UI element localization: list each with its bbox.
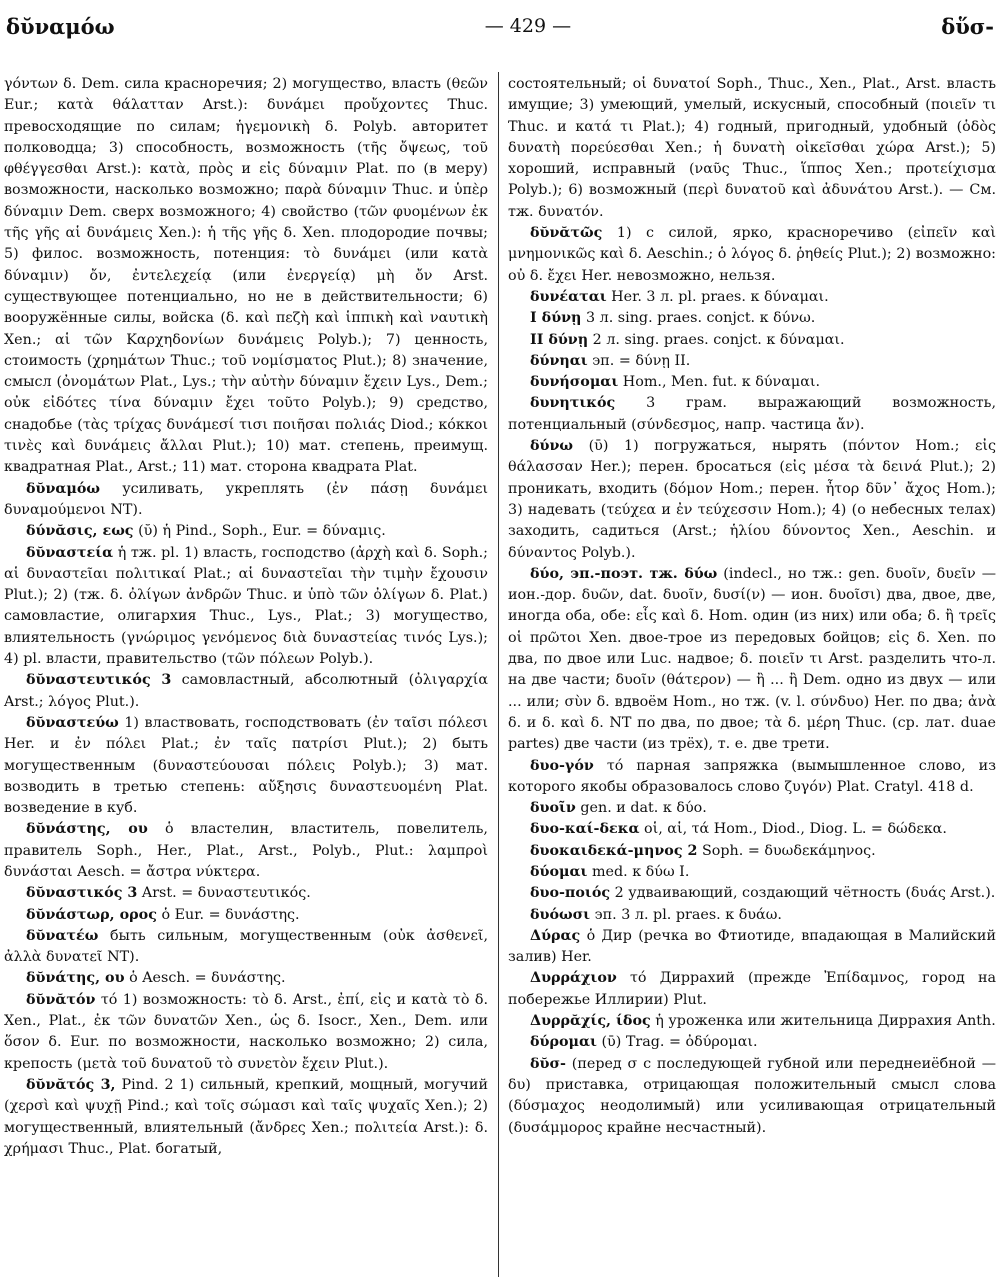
entry-headword: δῠσ- <box>530 1055 566 1072</box>
entry-definition: οἱ, αἱ, τά Hom., Diod., Diog. L. = δώδεκα. <box>644 821 947 838</box>
entry-definition: усиливать, укреплять (ἐν πάσῃ δυνάμει δυναμούμενοι NT). <box>4 480 488 518</box>
entry-headword: I δύνῃ <box>530 310 582 327</box>
entry-definition: τό Диррахий (прежде Ἐπίδαμνος, город на побережье Иллирии) Plut. <box>508 970 996 1008</box>
dictionary-entry <box>4 1075 488 1160</box>
dictionary-entry <box>508 1054 996 1139</box>
entry-definition: Her. 3 л. pl. praes. к δύναμαι. <box>611 288 829 305</box>
entry-definition: самовластный, абсолютный (ὀλιγαρχία Arst.; λόγος Plut.). <box>4 672 488 710</box>
entry-definition: τό парная запряжка (вымышленное слово, из которого якобы образовалось слово ζυγόν) Plat. Cratyl. 418 d. <box>508 757 997 795</box>
entry-headword: δύνω <box>530 438 573 455</box>
entry-definition: (indecl., но тж.: gen. δυοῖν, δυεῖν — ион.-дор. δυῶν, dat. δυοῖν, δυσί(ν) — ион. δυοῖσι) два, двое, две, иногда оба, обе: εἷς καὶ δ. Hom. один (из них) или оба; δ. ἢ τρεῖς οἱ πρῶτοι Xen. двое-трое из передовых бойцов; εἰς δ. Xen. по два, по двое или Luc. надвое; δ. ποιεῖν τι Arst. разделить что-л. на две части; δυοῖν (θάτερον) — ἢ ... ἢ Dem. одно из двух — или ... или; σὺν δ. вдвоём Hom., но тж. (v. l. σύνδυο) Her. по два; ἀνὰ δ. и δ. καὶ δ. NT по два, по двое; τὰ δ. μέρη Thuc. (ср. лат. duae partes) две части (из трёх), т. е. две трети. <box>508 565 996 753</box>
dictionary-entry <box>508 287 996 308</box>
entry-definition: эп. 3 л. pl. praes. к δυάω. <box>594 906 782 923</box>
dictionary-entry <box>4 990 488 1075</box>
dictionary-entry <box>508 798 996 819</box>
entry-definition: gen. и dat. к δύο. <box>580 800 707 817</box>
column-divider <box>498 72 499 1277</box>
dictionary-entry <box>508 905 996 926</box>
entry-headword: δῠνᾰτόν <box>26 991 96 1008</box>
entry-headword: Δυρράχιον <box>530 970 617 987</box>
dictionary-entry <box>508 564 996 756</box>
entry-headword: δῠνᾰτῶς <box>530 225 603 242</box>
entry-headword: δῠνάστης, ου <box>26 821 148 838</box>
entry-definition: Pind. 2 1) сильный, крепкий, мощный, могучий (χερσὶ καὶ ψυχῇ Pind.; καὶ τοῖς σώμασι καὶ ταῖς ψυχαῖς Xen.); 2) могущественный, влиятельный (ἄνδρες Xen.; πολιτεία Arst.): δ. χρήμασι Thuc., Plat. богатый, <box>4 1076 488 1157</box>
dictionary-entry <box>4 670 488 713</box>
dictionary-entry <box>4 713 488 819</box>
entry-headword: δυο-ποιός <box>530 885 611 902</box>
entry-definition: состоятельный; οἱ δυνατοί Soph., Thuc., Xen., Plat., Arst. власть имущие; 3) умеющий, умелый, искусный, способный (ποιεῖν τι Thuc. и κατά τι Plat.); 4) годный, пригодный, удобный (ὁδὸς δυνατὴ πορεύεσθαι Xen.; ἡ δυνατὴ οἰκεῖσθαι χώρα Arst.); 5) хороший, исправный (ναῦς Thuc., ἵππος Xen.; προτείχισμα Polyb.); 6) возможный (περὶ δυνατοῦ καὶ ἀδυνάτου Arst.). — См. тж. δυνατόν. <box>508 76 996 220</box>
entry-headword: δυνήσομαι <box>530 374 619 391</box>
entry-definition: 1) властвовать, господствовать (ἐν ταῖσι πόλεσι Her. и ἐν πόλει Plat.; ἐν ταῖς πατρίσι Plut.); 2) быть могущественным (δυναστεύουσαι πόλεις Polyb.); 3) мат. возводить в третью степень: αὔξησις δυναστευομένη Plat. возведение в куб. <box>4 714 488 817</box>
entry-definition: быть сильным, могущественным (οὐκ ἀσθενεῖ, ἀλλὰ δυνατεῖ NT). <box>4 927 489 966</box>
left-column <box>4 74 488 1160</box>
dictionary-entry <box>508 351 996 372</box>
entry-definition: 2 л. sing. praes. conjct. к δύναμαι. <box>592 331 845 348</box>
entry-definition: γόντων δ. Dem. сила красноречия; 2) могущество, власть (θεῶν Eur.; κατὰ θάλατταν Arst.): δυνάμει προὔχοντες Thuc. превосходящие по силам; ἡγεμονικὴ δ. Polyb. авторитет полководца; 3) способность, возможность (τῆς ὄψεως, τοῦ φθέγγεσθαι Arst.): κατὰ, πρὸς и εἰς δύναμιν Plat. по (в меру) возможности, насколько возможно; παρὰ δύναμιν Thuc. и ὑπὲρ δύναμιν Dem. сверх возможного; 4) свойство (τῶν φυομένων ἐκ τῆς γῆς αἱ δυνάμεις Xen.): ἡ τῆς γῆς δ. Xen. плодородие почвы; 5) филос. возможность, потенция: τὸ δυνάμει (или κατὰ δύναμιν) ὄν, ἐντελεχείᾳ (или ἐνεργείᾳ) μὴ ὄν Arst. существующее потенциально, но не в действительности; 6) вооружённые силы, войска (δ. καὶ πεζὴ καὶ ἱππικὴ καὶ ναυτικὴ Xen.; αἱ τῶν Καρχηδονίων δυνάμεις Polyb.); 7) ценность, стоимость (χρημάτων Thuc.; τοῦ νομίσματος Plut.); 8) значение, смысл (ὀνομάτων Plat., Lys.; τὴν αὐτὴν δύναμιν ἔχειν Lys., Dem.; οὐκ εἰδότες τίνα δύναμιν ἔχει τοῦτο Polyb.); 9) средство, снадобье (τὰς τρίχας δυνάμεσί τισι ποιῆσαι πολιάς Diod.; κόκκοι τινὲς καὶ δυνάμεις ἄλλαι Plut.); 10) мат. степень, преимущ. квадратная Plat., Arst.; 11) мат. сторона квадрата Plat. <box>4 76 488 476</box>
dictionary-entry <box>508 862 996 883</box>
entry-headword: δυοκαιδεκά-μηνος 2 <box>530 842 698 859</box>
dictionary-entry <box>508 330 996 351</box>
dictionary-entry <box>508 756 996 799</box>
dictionary-entry <box>4 905 488 926</box>
dictionary-entry <box>508 1011 996 1032</box>
entry-definition: ὁ властелин, властитель, повелитель, правитель Soph., Her., Plat., Arst., Polyb., Plut.: λαμπροὶ δυνάσται Aesch. = ἄστρα νύκτερα. <box>4 821 488 880</box>
entry-definition: ὁ Дир (речка во Фтиотиде, впадающая в Малийский залив) Her. <box>508 927 996 966</box>
dictionary-entry <box>4 479 488 522</box>
dictionary-entry <box>508 223 996 287</box>
entry-definition: ὁ Eur. = δυνάστης. <box>161 906 300 923</box>
entry-headword: δῠνάστωρ, ορος <box>26 906 157 923</box>
dictionary-entry <box>4 74 488 479</box>
entry-headword: Δυρρᾰχίς, ίδος <box>530 1013 651 1030</box>
entry-definition: med. к δύω I. <box>591 863 690 880</box>
entry-headword: δύνηαι <box>530 352 588 369</box>
dictionary-entry <box>4 883 488 904</box>
entry-headword: δύνᾰσις, εως <box>26 523 134 540</box>
entry-headword: δυόωσι <box>530 906 591 923</box>
entry-headword: δῠναστεύω <box>26 714 119 731</box>
entry-definition: ἡ тж. pl. 1) власть, господство (ἀρχὴ καὶ δ. Soph.; αἱ δυναστεῖαι πολιτικαί Plat.; αἱ δυναστεῖαι τὴν τιμὴν ἔχουσιν Plut.); 2) (тж. δ. ὀλίγων ἀνδρῶν Thuc. и ὑπὸ τῶν ὀλίγων δ. Plat.) самовластие, олигархия Thuc., Lys., Plat.; 3) могущество, влиятельность (γνώριμος γενόμενος διὰ δυναστείας τινός Lys.); 4) pl. власти, правительство (τῶν πόλεων Polyb.). <box>4 544 488 668</box>
dictionary-entry <box>508 883 996 904</box>
dictionary-entry <box>4 968 488 989</box>
entry-headword: δυο-γόν <box>530 757 594 774</box>
entry-definition: 3 грам. выражающий возможность, потенциальный (σύνδεσμος, напр. частица ἄν). <box>508 395 997 433</box>
entry-headword: δῠναστεία <box>26 544 114 561</box>
entry-headword: II δύνῃ <box>530 331 589 348</box>
entry-definition: (ῡ) Trag. = ὀδύρομαι. <box>601 1034 758 1051</box>
entry-definition: τό 1) возможность: τὸ δ. Arst., ἐπί, εἰς и κατὰ τὸ δ. Xen., Plat., ἐκ τῶν δυνατῶν Xen., ὡς δ. Isocr., Xen., Dem. или ὅσον δ. Eur. по возможности, насколько возможно; 2) сила, крепость (μετὰ τοῦ δυνατοῦ τὸ συνετὸν ἔχειν Plut.). <box>4 991 488 1072</box>
dictionary-entry <box>508 372 996 393</box>
entry-definition: 1) с силой, ярко, красноречиво (εἰπεῖν καὶ μνημονικῶς καὶ δ. Aeschin.; ὁ λόγος δ. ῥηθείς Plut.); 2) возможно: οὐ δ. ἔχει Her. невозможно, нельзя. <box>508 225 996 284</box>
left-running-headword: δῠναμόω <box>6 13 115 39</box>
entry-headword: Δύρας <box>530 927 581 944</box>
dictionary-entry <box>4 819 488 883</box>
page-header <box>6 8 994 44</box>
entry-headword: δυνέαται <box>530 288 607 305</box>
entry-definition: Arst. = δυναστευτικός. <box>141 885 311 902</box>
entry-headword: δῠναμόω <box>26 480 100 497</box>
entry-definition: эп. = δύνῃ II. <box>592 352 691 369</box>
entry-definition: (перед σ с последующей губной или переднеиёбной — δυ) приставка, отрицающая положительный смысл слова (δύσμαχος неодолимый) или усиливающая отрицательный (δυσάμμορος крайне несчастный). <box>508 1055 997 1136</box>
entry-headword: δῠνάτης, ου <box>26 970 125 987</box>
right-column <box>508 74 996 1139</box>
entry-headword: δυνητικός <box>530 395 616 412</box>
entry-headword: δυοῖν <box>530 800 576 817</box>
entry-headword: δύο, эп.-поэт. тж. δύω <box>530 565 718 582</box>
dictionary-entry <box>508 74 996 223</box>
dictionary-entry <box>508 819 996 840</box>
dictionary-entry <box>508 393 996 436</box>
entry-headword: δύρομαι <box>530 1034 597 1051</box>
dictionary-entry <box>508 436 996 564</box>
entry-definition: (ῠ) ἡ Pind., Soph., Eur. = δύναμις. <box>138 523 386 540</box>
dictionary-entry <box>508 841 996 862</box>
entry-headword: δυο-καί-δεκα <box>530 821 640 838</box>
dictionary-entry <box>4 521 488 542</box>
entry-headword: δῠνατέω <box>26 927 99 944</box>
entry-headword: δῠνᾰτός 3, <box>26 1076 116 1093</box>
entry-headword: δῠναστικός 3 <box>26 885 138 902</box>
entry-definition: 3 л. sing. praes. conjct. к δύνω. <box>585 310 816 327</box>
entry-definition: Soph. = δυωδεκάμηνος. <box>702 842 876 859</box>
dictionary-entry <box>4 926 488 969</box>
right-running-headword: δὕσ- <box>941 13 994 39</box>
entry-headword: δύομαι <box>530 863 588 880</box>
dictionary-entry <box>508 1032 996 1053</box>
entry-definition: ὁ Aesch. = δυνάστης. <box>129 970 286 987</box>
entry-definition: ἡ уроженка или жительница Диррахия Anth. <box>655 1013 996 1030</box>
dictionary-entry <box>4 543 488 671</box>
dictionary-entry <box>508 308 996 329</box>
entry-definition: (ῡ) 1) погружаться, нырять (πόντον Hom.; εἰς θάλασσαν Her.); перен. бросаться (εἰς μέσα τὰ δεινά Plut.); 2) проникать, входить (δόμον Hom.; перен. ἦτορ δῦν᾽ ἄχος Hom.); 3) надевать (τεύχεα и ἐν τεύχεσσιν Hom.); 4) (о небесных телах) заходить, садиться (Arst.; ἡλίου δύνοντος Xen., Aeschin. и δύναντος Polyb.). <box>508 438 997 561</box>
page-number: — 429 — <box>484 15 572 37</box>
dictionary-entry <box>508 926 996 969</box>
entry-definition: 2 удваивающий, создающий чётность (δυάς Arst.). <box>614 885 996 902</box>
dictionary-entry <box>508 968 996 1011</box>
entry-definition: Hom., Men. fut. к δύναμαι. <box>622 374 820 391</box>
entry-headword: δῠναστευτικός 3 <box>26 672 172 689</box>
